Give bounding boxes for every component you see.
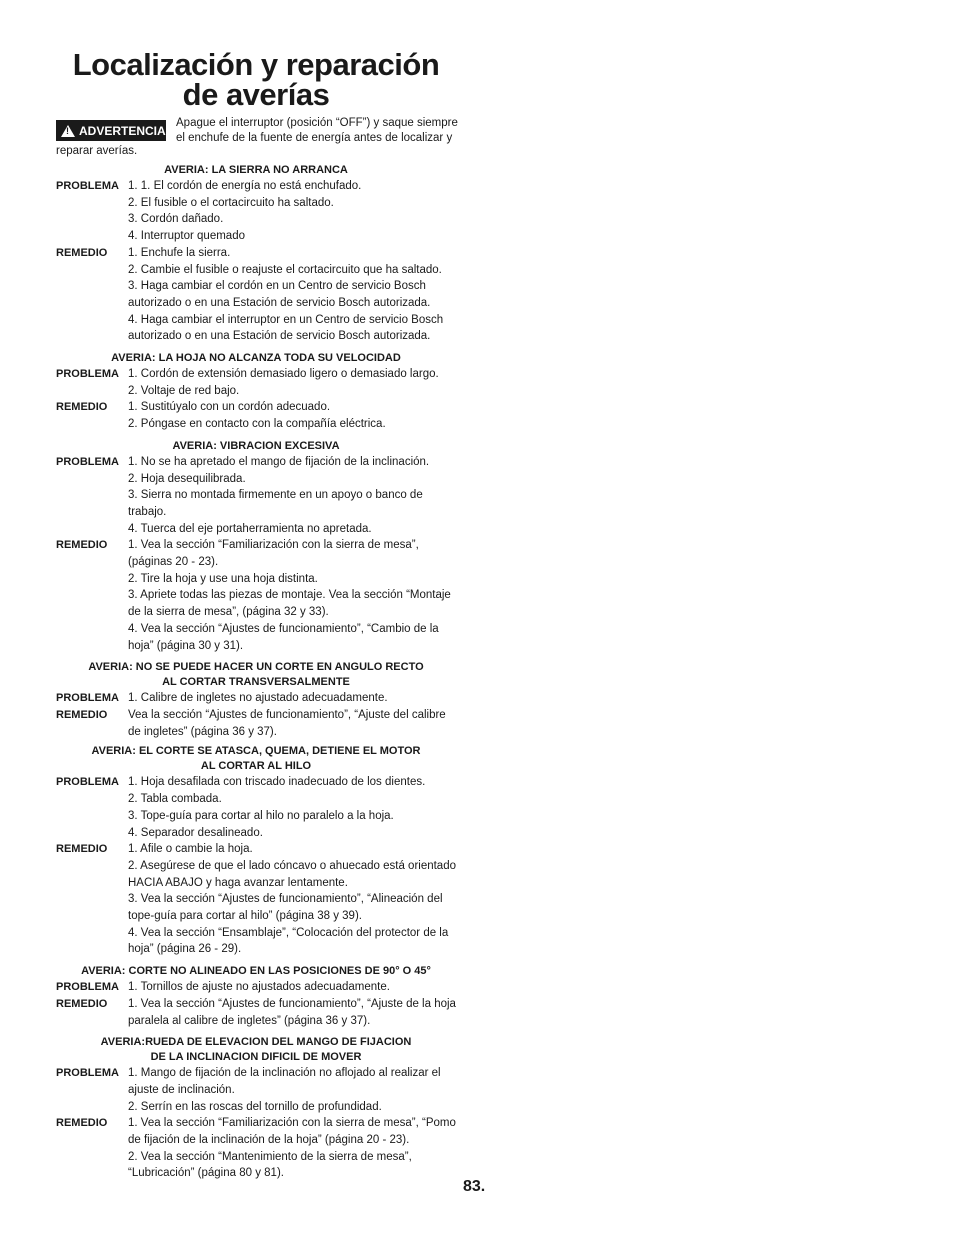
problem-line: 2. El fusible o el cortacircuito ha saltado. xyxy=(128,196,334,209)
remedy-label: REMEDIO xyxy=(56,997,108,1010)
title-line-1: Localización y reparación xyxy=(72,47,440,82)
problem-line: 2. Tabla combada. xyxy=(128,793,222,806)
remedy-line: 2. Tire la hoja y use una hoja distinta. xyxy=(128,572,318,585)
problem-line: 2. Voltaje de red bajo. xyxy=(128,384,240,397)
remedy-line: 1. Vea la sección “Familiarización con la sierra de mesa”, xyxy=(128,539,419,552)
section-header: AVERIA: LA HOJA NO ALCANZA TODA SU VELOCIDAD xyxy=(111,352,401,365)
problem-line: 1. No se ha apretado el mango de fijación de la inclinación. xyxy=(128,455,430,468)
section-header: AVERIA:RUEDA DE ELEVACION DEL MANGO DE FIJACION xyxy=(100,1036,412,1049)
problem-line: trabajo. xyxy=(128,505,167,518)
remedy-line: hoja” (página 30 y 31). xyxy=(128,639,244,652)
section-header: AVERIA: NO SE PUEDE HACER UN CORTE EN ANGULO RECTO xyxy=(88,661,424,674)
remedy-line: HACIA ABAJO y haga avanzar lentamente. xyxy=(128,876,348,889)
troubleshooting-list xyxy=(56,163,456,1188)
remedy-line: (páginas 20 - 23). xyxy=(128,556,219,569)
trouble-section xyxy=(56,660,456,740)
remedy-row xyxy=(56,537,456,654)
page-number: 83. xyxy=(463,1178,486,1195)
warning-badge xyxy=(56,120,166,141)
remedy-line: 3. Apriete todas las piezas de montaje. Vea la sección “Montaje xyxy=(128,589,451,602)
remedy-row xyxy=(56,707,456,740)
remedy-label: REMEDIO xyxy=(56,539,108,552)
page-title xyxy=(56,47,456,112)
remedy-label: REMEDIO xyxy=(56,1117,108,1130)
problem-line: 2. Hoja desequilibrada. xyxy=(128,472,246,485)
problem-row xyxy=(56,454,456,538)
remedy-line: Vea la sección “Ajustes de funcionamiento”, “Ajuste del calibre xyxy=(128,708,446,721)
remedy-row xyxy=(56,245,456,345)
trouble-section xyxy=(56,163,456,345)
remedy-line: 2. Cambie el fusible o reajuste el cortacircuito que ha saltado. xyxy=(128,263,442,276)
remedy-label: REMEDIO xyxy=(56,401,108,414)
warning-label: ADVERTENCIA xyxy=(79,123,166,138)
problem-label: PROBLEMA xyxy=(56,776,119,789)
problem-label: PROBLEMA xyxy=(56,368,119,381)
trouble-section xyxy=(56,744,456,958)
remedy-line: 1. Afile o cambie la hoja. xyxy=(128,843,253,856)
remedy-line: 3. Haga cambiar el cordón en un Centro de servicio Bosch xyxy=(128,280,426,293)
section-header: DE LA INCLINACION DIFICIL DE MOVER xyxy=(150,1051,362,1064)
remedy-line: 4. Vea la sección “Ajustes de funcionamiento”, “Cambio de la xyxy=(128,622,439,635)
remedy-line: 2. Vea la sección “Mantenimiento de la sierra de mesa”, xyxy=(128,1150,412,1163)
remedy-line: de fijación de la inclinación de la hoja” (página 20 - 23). xyxy=(128,1134,410,1147)
problem-row xyxy=(56,1065,456,1115)
remedy-line: 1. Enchufe la sierra. xyxy=(128,246,231,259)
section-header: AVERIA: EL CORTE SE ATASCA, QUEMA, DETIENE EL MOTOR xyxy=(91,745,421,758)
remedy-line: 3. Vea la sección “Ajustes de funcionamiento”, “Alineación del xyxy=(128,893,443,906)
problem-label: PROBLEMA xyxy=(56,981,119,994)
warning-triangle-icon xyxy=(61,125,75,137)
remedy-row xyxy=(56,399,456,432)
problem-row xyxy=(56,366,456,399)
problem-label: PROBLEMA xyxy=(56,1067,119,1080)
trouble-section xyxy=(56,964,456,1029)
remedy-line: 2. Asegúrese de que el lado cóncavo o ahuecado está orientado xyxy=(128,859,456,872)
warning-text-continued: reparar averías. xyxy=(56,145,138,157)
remedy-line: autorizado o en una Estación de servicio Bosch autorizada. xyxy=(128,330,431,343)
remedy-row xyxy=(56,1115,456,1182)
remedy-line: “Lubricación” (página 80 y 81). xyxy=(128,1167,284,1180)
problem-line: 4. Tuerca del eje portaherramienta no apretada. xyxy=(128,522,372,535)
remedy-label: REMEDIO xyxy=(56,843,108,856)
remedy-line: 2. Póngase en contacto con la compañía eléctrica. xyxy=(128,418,386,431)
remedy-line: hoja” (página 26 - 29). xyxy=(128,943,242,956)
remedy-line: tope-guía para cortar al hilo” (página 38 y 39). xyxy=(128,910,362,923)
remedy-line: paralela al calibre de ingletes” (página 36 y 37). xyxy=(128,1014,371,1027)
problem-line: 1. Calibre de ingletes no ajustado adecuadamente. xyxy=(128,692,388,705)
section-header: AVERIA: CORTE NO ALINEADO EN LAS POSICIONES DE 90° O 45° xyxy=(81,965,431,978)
section-header: AL CORTAR TRANSVERSALMENTE xyxy=(162,676,350,689)
problem-line: 3. Tope-guía para cortar al hilo no paralelo a la hoja. xyxy=(128,809,394,822)
problem-line: 4. Separador desalineado. xyxy=(128,826,263,839)
remedy-line: 4. Haga cambiar el interruptor en un Centro de servicio Bosch xyxy=(128,313,444,326)
section-header: AVERIA: VIBRACION EXCESIVA xyxy=(172,439,340,452)
warning-text: Apague el interruptor (posición “OFF”) y saque siempre el enchufe de la fuente de energía antes de localizar y xyxy=(176,117,458,144)
problem-line: 3. Sierra no montada firmemente en un apoyo o banco de xyxy=(128,489,423,502)
problem-line: 1. Mango de fijación de la inclinación no aflojado al realizar el xyxy=(128,1067,441,1080)
problem-line: 3. Cordón dañado. xyxy=(128,213,224,226)
trouble-section xyxy=(56,439,456,654)
remedy-label: REMEDIO xyxy=(56,246,108,259)
trouble-section xyxy=(56,351,456,433)
problem-line: 1. Cordón de extensión demasiado ligero o demasiado largo. xyxy=(128,368,439,381)
problem-row xyxy=(56,774,456,841)
remedy-line: de ingletes” (página 36 y 37). xyxy=(128,725,277,738)
title-line-2: de averías xyxy=(182,77,330,112)
problem-row xyxy=(56,979,456,996)
remedy-line: autorizado o en una Estación de servicio Bosch autorizada. xyxy=(128,296,431,309)
problem-line: 2. Serrín en las roscas del tornillo de profundidad. xyxy=(128,1100,382,1113)
remedy-line: 1. Sustitúyalo con un cordón adecuado. xyxy=(128,401,331,414)
remedy-line: de la sierra de mesa”, (página 32 y 33). xyxy=(128,606,329,619)
problem-line: ajuste de inclinación. xyxy=(128,1083,235,1096)
problem-line: 1. Hoja desafilada con triscado inadecuado de los dientes. xyxy=(128,776,426,789)
problem-line: 4. Interruptor quemado xyxy=(128,230,245,243)
remedy-label: REMEDIO xyxy=(56,708,108,721)
section-header: AVERIA: LA SIERRA NO ARRANCA xyxy=(164,164,348,176)
problem-label: PROBLEMA xyxy=(56,692,119,705)
remedy-line: 4. Vea la sección “Ensamblaje”, “Colocación del protector de la xyxy=(128,926,449,939)
problem-label: PROBLEMA xyxy=(56,180,119,192)
remedy-row xyxy=(56,841,456,958)
problem-line: 1. Tornillos de ajuste no ajustados adecuadamente. xyxy=(128,981,390,994)
trouble-section xyxy=(56,1035,456,1182)
problem-row xyxy=(56,690,456,707)
section-header: AL CORTAR AL HILO xyxy=(200,760,312,773)
remedy-line: 1. Vea la sección “Familiarización con la sierra de mesa”, “Pomo xyxy=(128,1117,456,1130)
remedy-line: 1. Vea la sección “Ajustes de funcionamiento”, “Ajuste de la hoja xyxy=(128,997,456,1010)
remedy-row xyxy=(56,996,456,1029)
problem-label: PROBLEMA xyxy=(56,455,119,468)
problem-line: 1. 1. El cordón de energía no está enchufado. xyxy=(128,180,362,192)
problem-row xyxy=(56,178,456,245)
